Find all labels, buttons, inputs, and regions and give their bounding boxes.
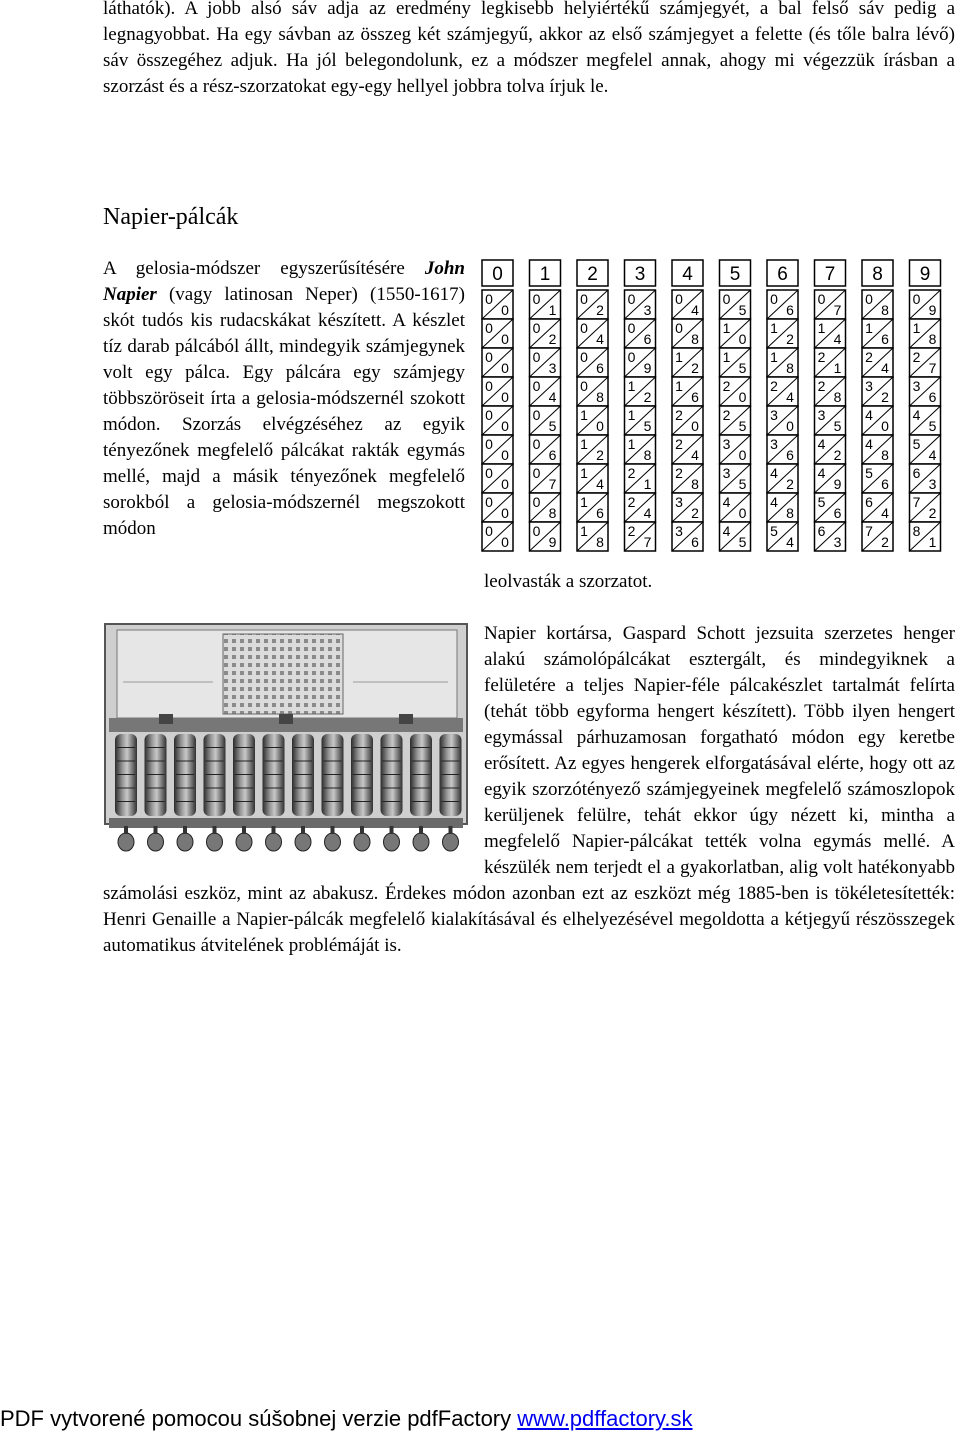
section-heading: Napier-pálcák — [103, 204, 239, 230]
rod-tens-digit: 1 — [817, 320, 826, 336]
rod-ones-digit: 7 — [928, 360, 937, 376]
rod-ones-digit: 0 — [738, 505, 747, 521]
rod-tens-digit: 1 — [580, 465, 588, 481]
rod-ones-digit: 4 — [643, 505, 652, 521]
rod-ones-digit: 1 — [833, 360, 842, 376]
rod-ones-digit: 8 — [691, 331, 699, 347]
rod-ones-digit: 3 — [928, 476, 937, 492]
rod-ones-digit: 0 — [738, 331, 747, 347]
rod-tens-digit: 3 — [817, 407, 826, 423]
rod-tens-digit: 1 — [675, 349, 683, 365]
rod-tens-digit: 2 — [627, 523, 636, 539]
rod-tens-digit: 2 — [912, 349, 921, 365]
rod-tens-digit: 0 — [675, 291, 683, 307]
rod-header-digit: 8 — [872, 264, 883, 285]
napier-paragraph — [103, 256, 465, 542]
rod-tens-digit: 0 — [627, 320, 636, 336]
rod-header-digit: 6 — [777, 264, 788, 285]
rod-header-digit: 2 — [587, 264, 598, 285]
rod-tens-digit: 5 — [817, 494, 826, 510]
rod-ones-digit: 6 — [596, 360, 604, 376]
rod-tens-digit: 5 — [865, 465, 873, 481]
rod-ones-digit: 2 — [833, 447, 842, 463]
rod-ones-digit: 4 — [833, 331, 842, 347]
rod-ones-digit: 0 — [501, 534, 509, 550]
rod-ones-digit: 6 — [928, 389, 937, 405]
rod-tens-digit: 2 — [722, 378, 731, 394]
rod-tens-digit: 0 — [485, 494, 493, 510]
rod-ones-digit: 5 — [548, 418, 557, 434]
rod-ones-digit: 0 — [501, 505, 509, 521]
rod-ones-digit: 2 — [786, 331, 794, 347]
rod-tens-digit: 7 — [912, 494, 921, 510]
rod-tens-digit: 0 — [485, 291, 493, 307]
rod-ones-digit: 5 — [643, 418, 652, 434]
rod-ones-digit: 9 — [548, 534, 557, 550]
rod-ones-digit: 0 — [501, 389, 509, 405]
rod-tens-digit: 0 — [485, 436, 493, 452]
rod-tens-digit: 0 — [532, 494, 541, 510]
rod-ones-digit: 0 — [738, 389, 747, 405]
photo-float-spacer — [103, 621, 484, 877]
rod-ones-digit: 7 — [643, 534, 652, 550]
rod-tens-digit: 1 — [627, 407, 636, 423]
rod-ones-digit: 5 — [738, 302, 747, 318]
rod-tens-digit: 1 — [675, 378, 683, 394]
rod-header-digit: 7 — [824, 264, 836, 285]
rod-tens-digit: 0 — [485, 407, 493, 423]
rod-ones-digit: 6 — [691, 534, 699, 550]
rod-tens-digit: 0 — [817, 291, 826, 307]
napier-rods-figure — [480, 258, 956, 554]
rod-tens-digit: 8 — [912, 523, 921, 539]
rod-ones-digit: 5 — [738, 418, 747, 434]
rod-tens-digit: 0 — [912, 291, 921, 307]
rod-ones-digit: 8 — [596, 389, 604, 405]
intro-paragraph — [103, 0, 955, 100]
rod-tens-digit: 0 — [770, 291, 778, 307]
rod-ones-digit: 2 — [881, 534, 889, 550]
rod-ones-digit: 6 — [881, 331, 889, 347]
rod-tens-digit: 0 — [580, 291, 588, 307]
rod-tens-digit: 1 — [580, 436, 588, 452]
rod-tens-digit: 3 — [675, 523, 683, 539]
rod-tens-digit: 0 — [485, 320, 493, 336]
rod-tens-digit: 0 — [532, 407, 541, 423]
rod-tens-digit: 0 — [532, 523, 541, 539]
rod-ones-digit: 4 — [596, 476, 604, 492]
pdf-footer — [0, 1404, 693, 1434]
rod-ones-digit: 4 — [596, 331, 604, 347]
rod-ones-digit: 8 — [643, 447, 652, 463]
rod-tens-digit: 1 — [722, 320, 731, 336]
rod-ones-digit: 6 — [786, 447, 794, 463]
rod-tens-digit: 0 — [532, 436, 541, 452]
rod-ones-digit: 5 — [928, 418, 937, 434]
rod-ones-digit: 5 — [738, 534, 747, 550]
rod-header-digit: 3 — [634, 264, 646, 285]
rod-tens-digit: 0 — [485, 378, 493, 394]
rod-ones-digit: 5 — [738, 360, 747, 376]
rod-ones-digit: 8 — [928, 331, 937, 347]
rod-tens-digit: 4 — [722, 494, 731, 510]
rod-tens-digit: 2 — [817, 378, 826, 394]
rod-tens-digit: 5 — [770, 523, 778, 539]
rod-ones-digit: 0 — [501, 360, 509, 376]
rod-ones-digit: 1 — [548, 302, 557, 318]
rod-ones-digit: 4 — [881, 360, 889, 376]
rod-tens-digit: 0 — [580, 378, 588, 394]
rod-tens-digit: 1 — [865, 320, 873, 336]
rod-tens-digit: 4 — [817, 436, 826, 452]
rod-tens-digit: 0 — [865, 291, 873, 307]
rod-tens-digit: 0 — [485, 349, 493, 365]
john-napier-name: John Napier — [103, 258, 465, 305]
rod-ones-digit: 4 — [786, 534, 794, 550]
footer-text: PDF vytvorené pomocou súšobnej verzie pdfFactory — [0, 1406, 518, 1431]
rod-ones-digit: 6 — [643, 331, 652, 347]
rod-tens-digit: 3 — [865, 378, 873, 394]
rod-tens-digit: 2 — [675, 436, 683, 452]
rod-ones-digit: 2 — [548, 331, 557, 347]
rod-ones-digit: 7 — [833, 302, 842, 318]
rod-ones-digit: 9 — [833, 476, 842, 492]
rod-tens-digit: 3 — [722, 436, 731, 452]
rod-tens-digit: 4 — [770, 494, 778, 510]
rod-ones-digit: 0 — [501, 418, 509, 434]
rod-ones-digit: 9 — [928, 302, 937, 318]
intro-paragraph-lead: láthatók). A jobb alsó sáv adja az eredmény legkisebb helyiértékű számjegyét, a bal felső sáv pedig a legnagyobbat. Ha egy sávban az összeg két számjegyű, akkor az első számjegyet a felette (és tőle balra lévő) sáv összegéhez adjuk. — [103, 0, 955, 71]
rod-tens-digit: 4 — [865, 436, 873, 452]
rod-ones-digit: 2 — [596, 302, 604, 318]
rod-ones-digit: 0 — [691, 418, 699, 434]
rod-header-digit: 1 — [539, 264, 551, 285]
rod-ones-digit: 7 — [548, 476, 557, 492]
rod-ones-digit: 0 — [501, 331, 509, 347]
rod-tens-digit: 0 — [580, 320, 588, 336]
rod-ones-digit: 1 — [643, 476, 652, 492]
rod-ones-digit: 3 — [548, 360, 557, 376]
rod-header-digit: 9 — [919, 264, 931, 285]
rod-tens-digit: 0 — [675, 320, 683, 336]
rod-ones-digit: 6 — [881, 476, 889, 492]
rod-tens-digit: 3 — [675, 494, 683, 510]
rod-tens-digit: 4 — [912, 407, 921, 423]
rod-tens-digit: 1 — [580, 407, 588, 423]
rod-tens-digit: 0 — [627, 349, 636, 365]
pdffactory-link[interactable]: www.pdffactory.sk — [517, 1406, 693, 1431]
rod-ones-digit: 8 — [596, 534, 604, 550]
rod-ones-digit: 2 — [691, 505, 699, 521]
rod-tens-digit: 4 — [865, 407, 873, 423]
rod-ones-digit: 6 — [691, 389, 699, 405]
rod-ones-digit: 6 — [833, 505, 842, 521]
rod-tens-digit: 6 — [817, 523, 826, 539]
rod-tens-digit: 2 — [675, 465, 683, 481]
rod-tens-digit: 2 — [817, 349, 826, 365]
rod-tens-digit: 4 — [817, 465, 826, 481]
rod-tens-digit: 0 — [627, 291, 636, 307]
rod-tens-digit: 1 — [580, 494, 588, 510]
rod-tens-digit: 2 — [627, 494, 636, 510]
rod-header-digit: 5 — [729, 264, 741, 285]
rod-ones-digit: 9 — [643, 360, 652, 376]
rod-tens-digit: 0 — [532, 320, 541, 336]
rod-ones-digit: 0 — [596, 418, 604, 434]
intro-paragraph-rest: Ha jól belegondolunk, ez a módszer megfelel annak, ahogy mi végezzük írásban a szorzást és a rész-szorzatokat egy-egy hellyel jobbra tolva írjuk le. — [103, 50, 955, 97]
rod-ones-digit: 8 — [881, 302, 889, 318]
rod-tens-digit: 1 — [770, 320, 778, 336]
rod-tens-digit: 4 — [770, 465, 778, 481]
rod-tens-digit: 7 — [865, 523, 873, 539]
schott-paragraph — [103, 621, 955, 959]
rod-ones-digit: 6 — [596, 505, 604, 521]
rod-tens-digit: 0 — [532, 465, 541, 481]
rod-tens-digit: 3 — [912, 378, 921, 394]
rod-tens-digit: 0 — [580, 349, 588, 365]
rod-ones-digit: 8 — [691, 476, 699, 492]
rod-tens-digit: 2 — [865, 349, 873, 365]
rod-tens-digit: 2 — [675, 407, 683, 423]
napier-paragraph-continuation: leolvasták a szorzatot. — [484, 571, 653, 592]
rod-tens-digit: 0 — [532, 378, 541, 394]
rod-ones-digit: 2 — [596, 447, 604, 463]
rod-ones-digit: 4 — [881, 505, 889, 521]
rod-ones-digit: 0 — [501, 476, 509, 492]
rod-ones-digit: 6 — [786, 302, 794, 318]
rod-ones-digit: 5 — [738, 476, 747, 492]
rod-ones-digit: 4 — [691, 302, 699, 318]
rod-ones-digit: 0 — [501, 447, 509, 463]
rod-ones-digit: 4 — [691, 447, 699, 463]
napier-paragraph-body: (vagy latinosan Neper) (1550-1617) skót tudós kis rudacskákat készített. A készlet tíz darab pálcából állt, mindegyik számjegynek volt egy pálca. Egy pálcára egy számjegy többszöröseit írta a gelosia-módszernél szokott módon. Szorzás elvégzéséhez az egyik tényezőnek megfelelő pálcákat rakták egymás mellé, majd a másik tényezőnek megfelelő sorokból a gelosia-módszernél megszokott módon — [103, 284, 465, 539]
rod-ones-digit: 5 — [833, 418, 842, 434]
rod-ones-digit: 8 — [833, 389, 842, 405]
rod-tens-digit: 1 — [580, 523, 588, 539]
rod-ones-digit: 8 — [786, 360, 794, 376]
rod-ones-digit: 0 — [501, 302, 509, 318]
rod-tens-digit: 6 — [865, 494, 873, 510]
rod-ones-digit: 1 — [928, 534, 937, 550]
rod-tens-digit: 3 — [722, 465, 731, 481]
rod-ones-digit: 8 — [786, 505, 794, 521]
rod-tens-digit: 3 — [770, 436, 778, 452]
rod-tens-digit: 0 — [722, 291, 731, 307]
rod-tens-digit: 4 — [722, 523, 731, 539]
rod-tens-digit: 1 — [770, 349, 778, 365]
rod-ones-digit: 0 — [738, 447, 747, 463]
rod-ones-digit: 0 — [881, 418, 889, 434]
rod-header-digit: 0 — [492, 264, 503, 285]
rod-tens-digit: 0 — [532, 291, 541, 307]
rod-tens-digit: 0 — [532, 349, 541, 365]
rod-tens-digit: 1 — [722, 349, 731, 365]
rod-ones-digit: 8 — [548, 505, 557, 521]
rod-ones-digit: 2 — [928, 505, 937, 521]
rod-ones-digit: 2 — [881, 389, 889, 405]
rod-tens-digit: 0 — [485, 523, 493, 539]
rod-header-digit: 4 — [682, 264, 693, 285]
rod-tens-digit: 6 — [912, 465, 921, 481]
rod-ones-digit: 2 — [786, 476, 794, 492]
rod-tens-digit: 5 — [912, 436, 921, 452]
rod-tens-digit: 1 — [627, 436, 636, 452]
rod-tens-digit: 0 — [485, 465, 493, 481]
rod-tens-digit: 3 — [770, 407, 778, 423]
rod-tens-digit: 1 — [627, 378, 636, 394]
rod-ones-digit: 6 — [548, 447, 557, 463]
schott-paragraph-text: Napier kortársa, Gaspard Schott jezsuita szerzetes henger alakú számolópálcákat esztergált, és mindegyiknek a felületére a teljes Napier-féle pálcakészlet tartalmát felírta (tehát több egyforma hengert készített). Több ilyen hengert egymással párhuzamosan forgatható módon egy keretbe erősített. Az egyes hengerek elforgatásával elérte, hogy ott az egyik szorzótényező számjegyeinek megfelelő számoszlopok kerüljenek felülre, tehát ekkor úgy nézett ki, mintha a megfelelő Napier-pálcákat tették volna egymás mellé. A készülék nem terjedt el a gyakorlatban, alig volt hatékonyabb számolási eszköz, mint az abakusz. Érdekes módon azonban ezt az eszközt még 1885-ben is tökéletesítették: Henri Genaille a Napier-pálcák megfelelő kialakításával és elhelyezésével megoldotta a kétjegyű részösszegek automatikus átvitelének problémáját is. — [103, 623, 955, 956]
rod-ones-digit: 3 — [643, 302, 652, 318]
napier-paragraph-start: A gelosia-módszer egyszerűsítésére — [103, 258, 425, 279]
rod-ones-digit: 3 — [833, 534, 842, 550]
rod-ones-digit: 4 — [928, 447, 937, 463]
rod-ones-digit: 0 — [786, 418, 794, 434]
rod-ones-digit: 4 — [786, 389, 794, 405]
rod-tens-digit: 2 — [722, 407, 731, 423]
rod-tens-digit: 1 — [912, 320, 921, 336]
rod-ones-digit: 8 — [881, 447, 889, 463]
rod-ones-digit: 2 — [691, 360, 699, 376]
rod-ones-digit: 2 — [643, 389, 652, 405]
rod-ones-digit: 4 — [548, 389, 557, 405]
rod-tens-digit: 2 — [770, 378, 778, 394]
rod-tens-digit: 2 — [627, 465, 636, 481]
